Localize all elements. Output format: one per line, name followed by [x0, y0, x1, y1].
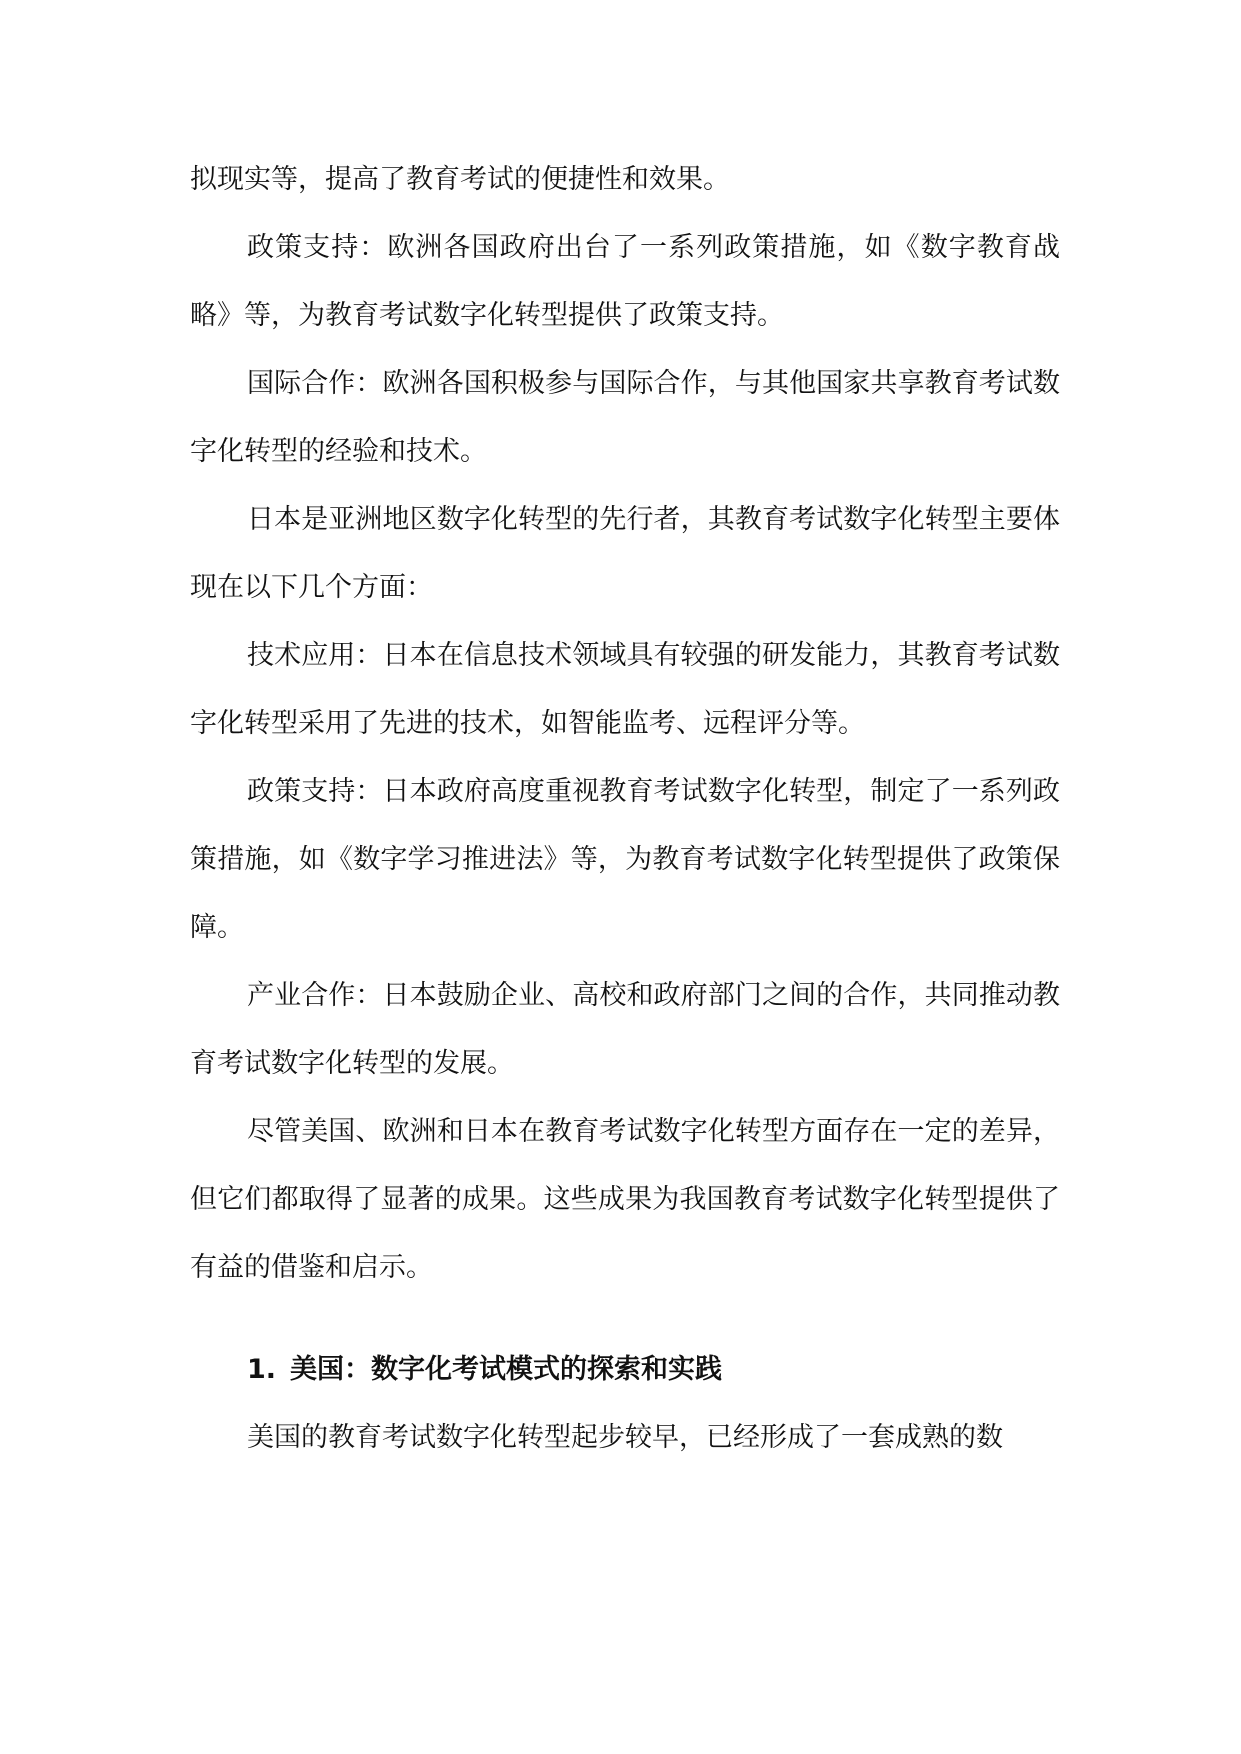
section-heading	[190, 1336, 1060, 1404]
paragraph-usa-intro: 美国的教育考试数字化转型起步较早，已经形成了一套成熟的数	[247, 1422, 1003, 1453]
paragraph-japan-technology: 技术应用：日本在信息技术领域具有较强的研发能力，其教育考试数字化转型采用了先进的技术，如智能监考、远程评分等。	[190, 640, 1060, 739]
document-body	[190, 146, 1060, 1472]
section-heading-text: 美国：数字化考试模式的探索和实践	[290, 1354, 723, 1385]
paragraph-japan-policy: 政策支持：日本政府高度重视教育考试数字化转型，制定了一系列政策措施，如《数字学习推进法》等，为教育考试数字化转型提供了政策保障。	[190, 776, 1060, 943]
paragraph-continuation: 拟现实等，提高了教育考试的便捷性和效果。	[190, 164, 730, 195]
paragraph-japan-intro: 日本是亚洲地区数字化转型的先行者，其教育考试数字化转型主要体现在以下几个方面：	[190, 504, 1060, 603]
section-heading-number: 1.	[247, 1354, 277, 1385]
paragraph-europe-cooperation: 国际合作：欧洲各国积极参与国际合作，与其他国家共享教育考试数字化转型的经验和技术。	[190, 368, 1060, 467]
paragraph-europe-policy: 政策支持：欧洲各国政府出台了一系列政策措施，如《数字教育战略》等，为教育考试数字化转型提供了政策支持。	[190, 232, 1060, 331]
paragraph-summary: 尽管美国、欧洲和日本在教育考试数字化转型方面存在一定的差异，但它们都取得了显著的成果。这些成果为我国教育考试数字化转型提供了有益的借鉴和启示。	[190, 1116, 1060, 1283]
paragraph-japan-industry: 产业合作：日本鼓励企业、高校和政府部门之间的合作，共同推动教育考试数字化转型的发展。	[190, 980, 1060, 1079]
